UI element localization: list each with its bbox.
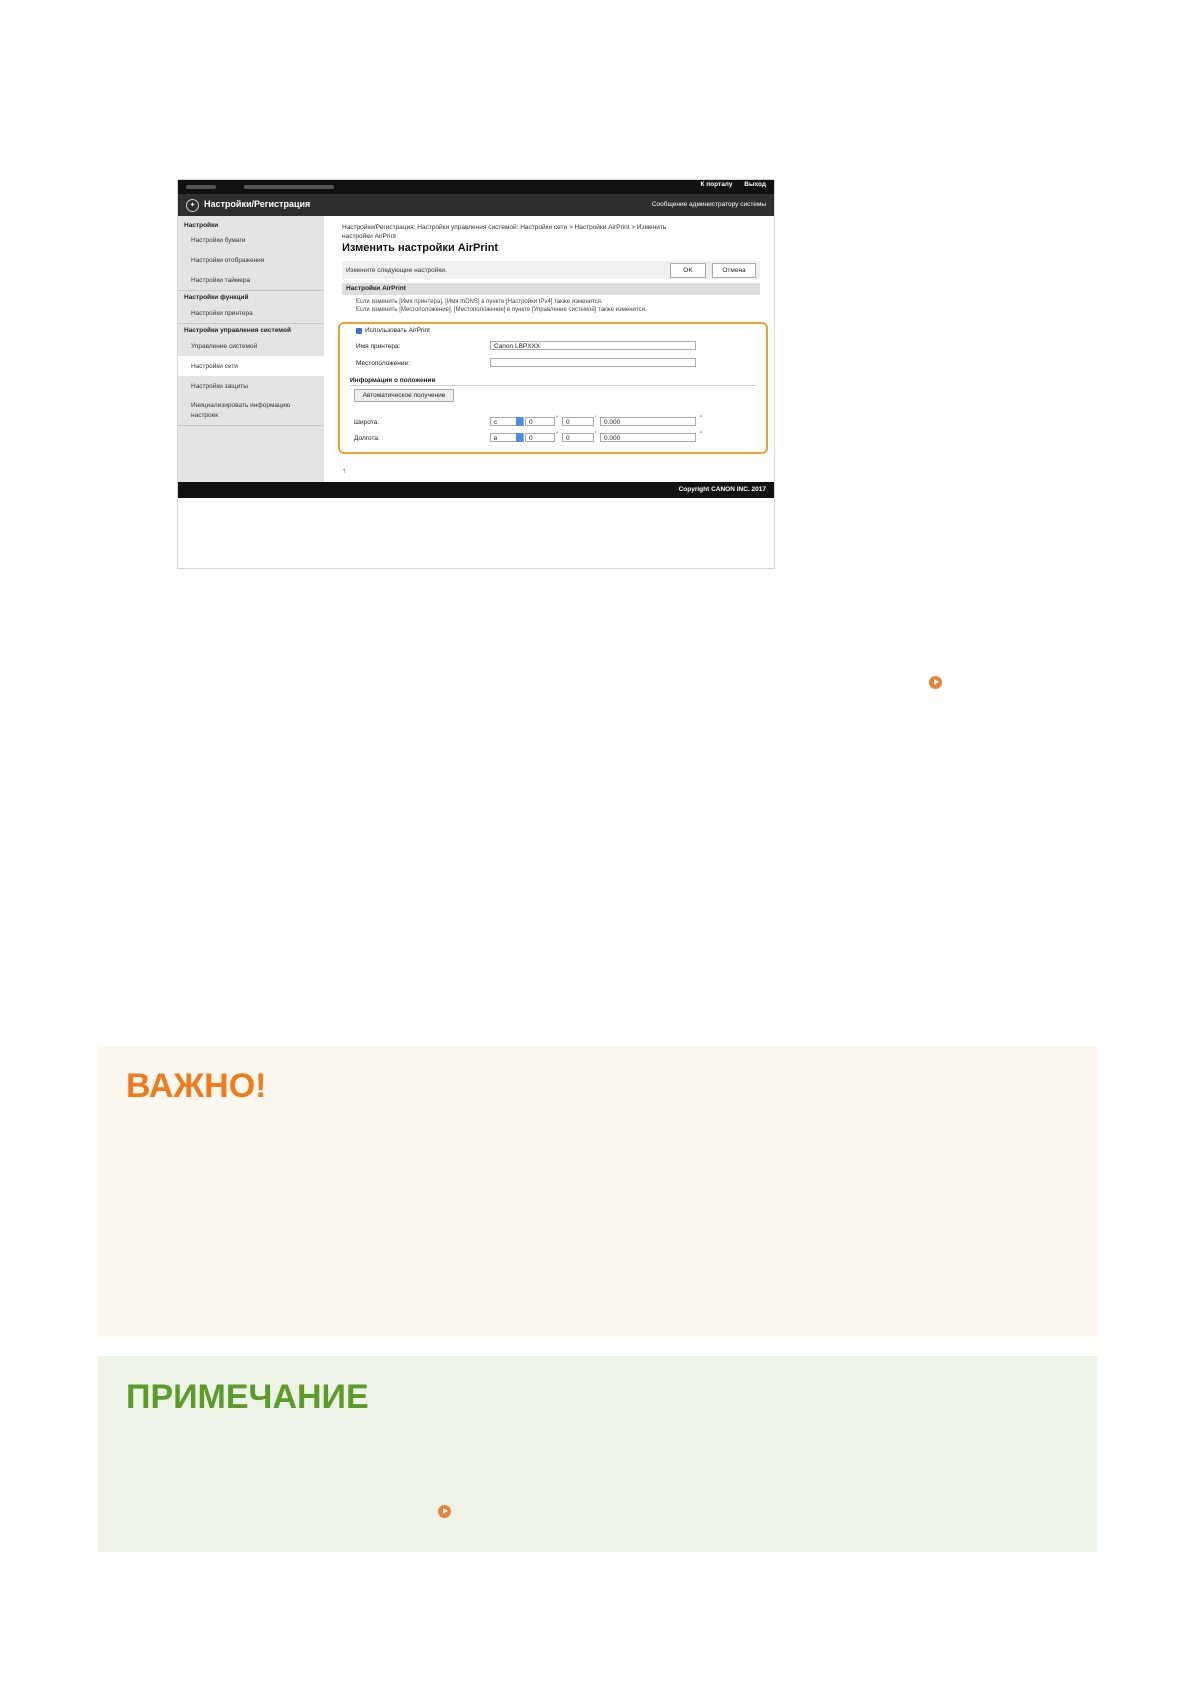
info-line-2: Если изменить [Местоположение], [Местоположение] в пункте [Управление системой] также изменится. — [356, 307, 647, 313]
instruction-text: Измените следующие настройки. — [346, 267, 447, 274]
note-box — [98, 1356, 1097, 1552]
sidebar-item-timer[interactable]: Настройки таймера — [191, 277, 251, 284]
remote-ui-titlebar — [178, 194, 774, 216]
latitude-minutes-input[interactable]: 0 — [562, 417, 594, 426]
link-arrow-icon[interactable] — [929, 676, 942, 689]
printer-name-label: Имя принтера: — [356, 343, 401, 350]
latitude-label: Широта: — [354, 419, 380, 426]
breadcrumb-line-2: настройки AirPrint — [342, 233, 396, 240]
info-text — [356, 298, 647, 314]
sidebar-divider — [178, 425, 324, 426]
position-info-title: Информация о положении — [350, 377, 436, 384]
longitude-degrees-input[interactable]: 0 — [525, 433, 555, 442]
printer-name-input[interactable]: Canon LBPXXX — [490, 341, 696, 350]
important-box — [98, 1047, 1097, 1336]
link-arrow-icon[interactable] — [438, 1505, 451, 1518]
second-symbol: " — [700, 432, 703, 438]
sidebar-item-security[interactable]: Настройки защиты — [191, 383, 248, 390]
blurred-device-name — [186, 185, 216, 189]
blurred-device-info — [244, 185, 334, 189]
minute-symbol: ' — [595, 432, 597, 438]
sidebar-section-functions: Настройки функций — [184, 294, 249, 301]
sidebar-item-display[interactable]: Настройки отображения — [191, 257, 265, 264]
remote-ui-screenshot — [178, 180, 774, 568]
location-label: Местоположение: — [356, 360, 410, 367]
page-title: Изменить настройки AirPrint — [342, 242, 499, 254]
position-separator — [350, 385, 756, 386]
sidebar-divider — [178, 290, 324, 291]
section-header — [342, 283, 760, 295]
section-title: Настройки AirPrint — [346, 285, 406, 292]
auto-get-button[interactable]: Автоматическое получение — [354, 389, 454, 402]
chevron-down-icon[interactable] — [516, 417, 523, 426]
sidebar-item-network[interactable]: Настройки сети — [191, 363, 238, 370]
sidebar-section-settings: Настройки — [184, 222, 219, 229]
instruction-row — [342, 261, 760, 279]
latitude-degrees-input[interactable]: 0 — [525, 417, 555, 426]
info-line-1: Если изменить [Имя принтера], [Имя mDNS] в пункте [Настройки IPv4] также изменится. — [356, 299, 603, 305]
longitude-seconds-input[interactable]: 0.000 — [600, 433, 696, 442]
degree-symbol: ° — [556, 416, 559, 422]
sidebar-item-init-line1[interactable]: Инициализировать информацию — [191, 402, 291, 409]
sidebar-section-system: Настройки управления системой — [184, 327, 291, 334]
breadcrumb-line-1: Настройки/Регистрация: Настройки управления системой: Настройки сети > Настройки AirPrint > Изменить — [342, 224, 667, 231]
cancel-button[interactable]: Отмена — [712, 263, 756, 278]
copyright-text: Copyright CANON INC. 2017 — [678, 486, 766, 493]
sidebar-item-paper[interactable]: Настройки бумаги — [191, 237, 246, 244]
use-airprint-checkbox[interactable] — [356, 328, 362, 334]
important-heading: ВАЖНО! — [126, 1067, 267, 1105]
latitude-direction-select[interactable]: с — [490, 417, 524, 426]
admin-message-link[interactable]: Сообщение администратору системы — [651, 201, 766, 208]
sidebar — [178, 216, 324, 482]
second-symbol: " — [700, 416, 703, 422]
remote-ui-title: Настройки/Регистрация — [204, 199, 311, 209]
portal-link[interactable]: К порталу — [700, 181, 733, 188]
ok-button[interactable]: OK — [670, 263, 706, 278]
remote-ui-footer — [178, 482, 774, 498]
main-content — [324, 216, 774, 482]
sidebar-item-system-management[interactable]: Управление системой — [191, 343, 258, 350]
note-heading: ПРИМЕЧАНИЕ — [126, 1378, 369, 1416]
remote-ui-topbar — [178, 180, 774, 194]
breadcrumb — [342, 223, 742, 241]
sidebar-divider — [178, 323, 324, 324]
chevron-down-icon[interactable] — [516, 433, 523, 442]
logout-link[interactable]: Выход — [744, 181, 766, 188]
longitude-minutes-input[interactable]: 0 — [562, 433, 594, 442]
back-to-top-icon[interactable]: ↑ — [342, 466, 346, 475]
longitude-direction-select[interactable]: в — [490, 433, 524, 442]
latitude-seconds-input[interactable]: 0.000 — [600, 417, 696, 426]
use-airprint-label: Использовать AirPrint — [365, 327, 430, 334]
degree-symbol: ° — [556, 432, 559, 438]
settings-logo-icon: ✦ — [186, 199, 199, 212]
minute-symbol: ' — [595, 416, 597, 422]
longitude-label: Долгота: — [354, 435, 380, 442]
sidebar-item-printer[interactable]: Настройки принтера — [191, 310, 253, 317]
topbar-links — [690, 181, 766, 188]
location-input[interactable] — [490, 358, 696, 367]
sidebar-item-init-line2[interactable]: настроек — [191, 412, 219, 419]
